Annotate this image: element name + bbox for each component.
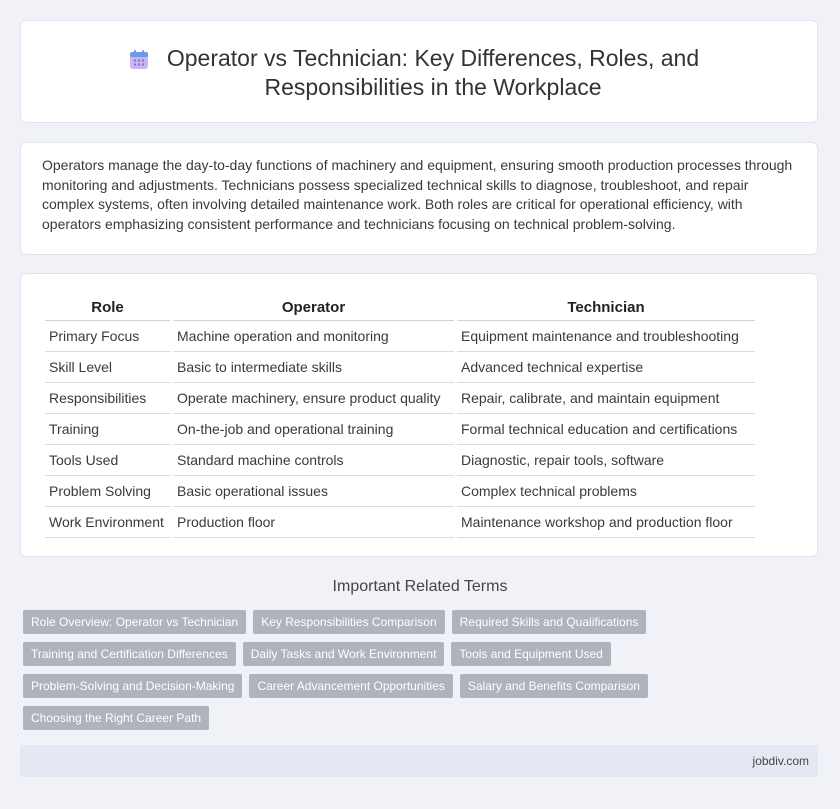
related-term-tag[interactable]: Role Overview: Operator vs Technician bbox=[23, 610, 246, 634]
cell-role: Primary Focus bbox=[45, 321, 170, 352]
title-card bbox=[20, 20, 818, 123]
table-row bbox=[45, 321, 755, 352]
cell-technician: Complex technical problems bbox=[457, 476, 755, 507]
cell-role: Tools Used bbox=[45, 445, 170, 476]
page-title: Operator vs Technician: Key Differences, Roles, and Responsibilities in the Workplace bbox=[166, 45, 700, 100]
column-header-role: Role bbox=[45, 294, 170, 321]
comparison-card bbox=[20, 273, 818, 557]
related-terms-row bbox=[23, 674, 723, 706]
cell-operator: Basic to intermediate skills bbox=[173, 352, 454, 383]
related-terms-row bbox=[23, 706, 723, 738]
cell-role: Skill Level bbox=[45, 352, 170, 383]
cell-operator: Machine operation and monitoring bbox=[173, 321, 454, 352]
related-term-tag[interactable]: Daily Tasks and Work Environment bbox=[243, 642, 445, 666]
related-term-tag[interactable]: Required Skills and Qualifications bbox=[452, 610, 647, 634]
footer bbox=[20, 745, 818, 777]
cell-operator: On-the-job and operational training bbox=[173, 414, 454, 445]
related-term-tag[interactable]: Choosing the Right Career Path bbox=[23, 706, 209, 730]
table-header-row bbox=[45, 294, 755, 321]
cell-role: Problem Solving bbox=[45, 476, 170, 507]
footer-site-link[interactable]: jobdiv.com bbox=[752, 754, 809, 768]
cell-operator: Basic operational issues bbox=[173, 476, 454, 507]
related-terms-row bbox=[23, 610, 723, 642]
cell-operator: Standard machine controls bbox=[173, 445, 454, 476]
cell-technician: Equipment maintenance and troubleshooting bbox=[457, 321, 755, 352]
table-row bbox=[45, 383, 755, 414]
related-term-tag[interactable]: Training and Certification Differences bbox=[23, 642, 236, 666]
table-row bbox=[45, 507, 755, 538]
table-row bbox=[45, 476, 755, 507]
cell-role: Responsibilities bbox=[45, 383, 170, 414]
related-terms-row bbox=[23, 642, 723, 674]
comparison-table bbox=[42, 294, 758, 538]
intro-card bbox=[20, 142, 818, 255]
related-term-tag[interactable]: Career Advancement Opportunities bbox=[249, 674, 452, 698]
cell-role: Work Environment bbox=[45, 507, 170, 538]
related-terms-list bbox=[23, 610, 723, 738]
column-header-technician: Technician bbox=[457, 294, 755, 321]
table-row bbox=[45, 352, 755, 383]
related-term-tag[interactable]: Key Responsibilities Comparison bbox=[253, 610, 444, 634]
cell-technician: Repair, calibrate, and maintain equipment bbox=[457, 383, 755, 414]
cell-technician: Maintenance workshop and production floor bbox=[457, 507, 755, 538]
cell-technician: Diagnostic, repair tools, software bbox=[457, 445, 755, 476]
related-term-tag[interactable]: Salary and Benefits Comparison bbox=[460, 674, 648, 698]
cell-role: Training bbox=[45, 414, 170, 445]
column-header-operator: Operator bbox=[173, 294, 454, 321]
table-row bbox=[45, 414, 755, 445]
table-row bbox=[45, 445, 755, 476]
cell-operator: Production floor bbox=[173, 507, 454, 538]
cell-technician: Advanced technical expertise bbox=[457, 352, 755, 383]
related-terms-heading: Important Related Terms bbox=[332, 578, 508, 595]
related-term-tag[interactable]: Tools and Equipment Used bbox=[451, 642, 610, 666]
intro-paragraph: Operators manage the day-to-day functions of machinery and equipment, ensuring smooth production processes through monitoring and adjustments. Technicians possess specialized technical skills to diagnose, troubleshoot, and repair complex systems, often involving detailed maintenance work. Both roles are critical for operational efficiency, with operators emphasizing consistent performance and technicians focusing on technical problem-solving. bbox=[42, 157, 793, 232]
related-term-tag[interactable]: Problem-Solving and Decision-Making bbox=[23, 674, 242, 698]
cell-technician: Formal technical education and certifications bbox=[457, 414, 755, 445]
cell-operator: Operate machinery, ensure product quality bbox=[173, 383, 454, 414]
